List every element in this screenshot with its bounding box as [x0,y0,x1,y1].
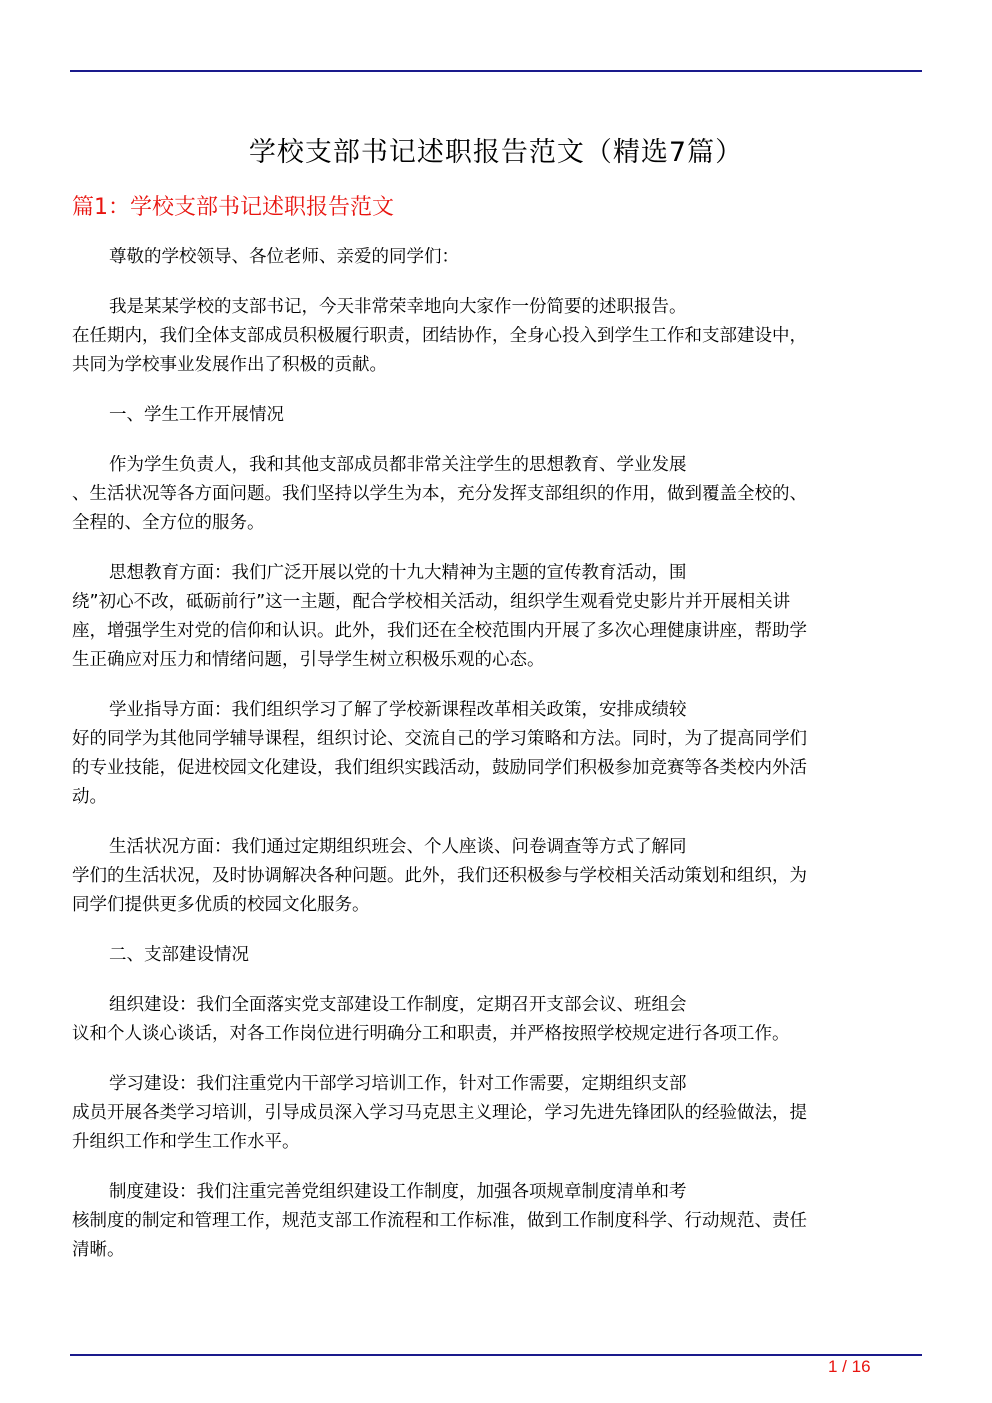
paragraph-line: 全程的、全方位的服务。 [72,513,265,533]
paragraph-line: 成员开展各类学习培训，引导成员深入学习马克思主义理论，学习先进先锋团队的经验做法，提 [72,1103,807,1123]
paragraph [72,243,920,272]
page-number: 1 / 16 [828,1357,871,1376]
paragraph-line: 学业指导方面：我们组织学习了解了学校新课程改革相关政策，安排成绩较 [109,700,687,720]
paragraph-line: 、生活状况等各方面问题。我们坚持以学生为本，充分发挥支部组织的作用，做到覆盖全校的、 [72,484,807,504]
paragraph [72,401,920,430]
paragraph-line: 尊敬的学校领导、各位老师、亲爱的同学们： [109,247,459,267]
paragraph-line: 升组织工作和学生工作水平。 [72,1132,300,1152]
paragraph-line: 思想教育方面：我们广泛开展以党的十九大精神为主题的宣传教育活动，围 [109,563,687,583]
paragraph-line: 核制度的制定和管理工作，规范支部工作流程和工作标准，做到工作制度科学、行动规范、责任 [72,1211,807,1231]
paragraph-line: 学习建设：我们注重党内干部学习培训工作，针对工作需要，定期组织支部 [109,1074,687,1094]
paragraph-line: 制度建设：我们注重完善党组织建设工作制度，加强各项规章制度清单和考 [109,1182,687,1202]
paragraph-line: 学们的生活状况，及时协调解决各种问题。此外，我们还积极参与学校相关活动策划和组织，为 [72,866,807,886]
paragraph-line: 座，增强学生对党的信仰和认识。此外，我们还在全校范围内开展了多次心理健康讲座，帮助学 [72,621,807,641]
paragraph-line: 生正确应对压力和情绪问题，引导学生树立积极乐观的心态。 [72,650,545,670]
paragraph-line: 组织建设：我们全面落实党支部建设工作制度，定期召开支部会议、班组会 [109,995,687,1015]
paragraph-line: 作为学生负责人，我和其他支部成员都非常关注学生的思想教育、学业发展 [109,455,687,475]
paragraph [72,559,920,675]
paragraph-line: 一、学生工作开展情况 [109,405,284,425]
paragraph-line: 我是某某学校的支部书记，今天非常荣幸地向大家作一份简要的述职报告。 [109,297,687,317]
paragraph-line: 共同为学校事业发展作出了积极的贡献。 [72,355,387,375]
footer-rule [70,1354,922,1356]
paragraph [72,1178,920,1265]
paragraph-line: 议和个人谈心谈话，对各工作岗位进行明确分工和职责，并严格按照学校规定进行各项工作。 [72,1024,790,1044]
paragraph-line: 动。 [72,787,107,807]
paragraph [72,991,920,1049]
paragraph-line: 在任期内，我们全体支部成员积极履行职责，团结协作，全身心投入到学生工作和支部建设中， [72,326,807,346]
paragraph-line: 同学们提供更多优质的校园文化服务。 [72,895,370,915]
paragraph [72,1070,920,1157]
document-body [72,243,920,1286]
paragraph [72,293,920,380]
paragraph-line: 绕”初心不改，砥砺前行”这一主题，配合学校相关活动，组织学生观看党史影片并开展相关讲 [72,592,791,612]
document-title: 学校支部书记述职报告范文（精选7篇） [248,137,744,168]
paragraph-line: 的专业技能，促进校园文化建设，我们组织实践活动，鼓励同学们积极参加竞赛等各类校内外活 [72,758,807,778]
paragraph-line: 清晰。 [72,1240,125,1260]
header-rule [70,70,922,72]
paragraph [72,451,920,538]
paragraph [72,696,920,812]
paragraph-line: 二、支部建设情况 [109,945,249,965]
paragraph-line: 好的同学为其他同学辅导课程，组织讨论、交流自己的学习策略和方法。同时，为了提高同学们 [72,729,807,749]
paragraph [72,833,920,920]
section-heading: 篇1：学校支部书记述职报告范文 [72,195,394,220]
paragraph-line: 生活状况方面：我们通过定期组织班会、个人座谈、问卷调查等方式了解同 [109,837,687,857]
paragraph [72,941,920,970]
